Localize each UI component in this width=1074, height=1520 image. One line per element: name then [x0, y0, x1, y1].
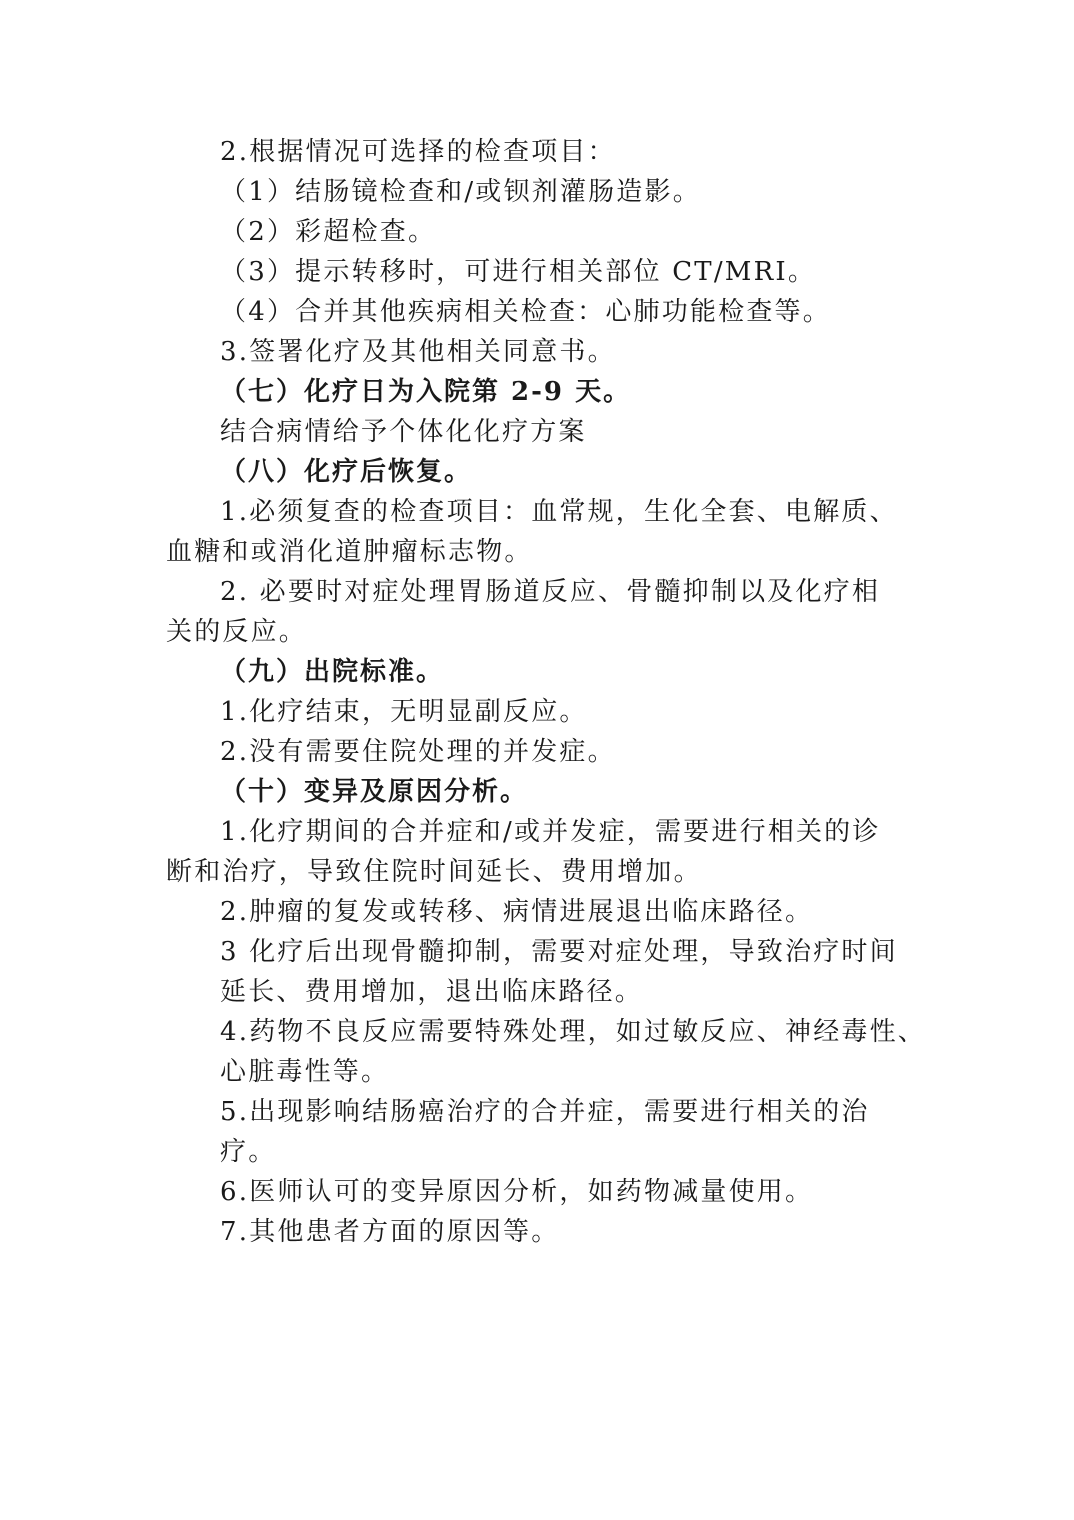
section-7-body: 结合病情给予个体化化疗方案 — [220, 417, 587, 447]
section-10-item-6: 6.医师认可的变异原因分析，如药物减量使用。 — [220, 1177, 814, 1207]
section-10-item-1-line-2: 断和治疗，导致住院时间延长、费用增加。 — [166, 857, 702, 887]
section-9-item-1: 1.化疗结束，无明显副反应。 — [220, 697, 588, 727]
section-8-item-2-line-1: 2. 必要时对症处理胃肠道反应、骨髓抑制以及化疗相 — [220, 577, 881, 607]
section-10-heading: （十）变异及原因分析。 — [220, 777, 529, 807]
section-8-item-2-line-2: 关的反应。 — [166, 617, 308, 647]
section-10-item-3-line-2: 延长、费用增加，退出临床路径。 — [220, 977, 644, 1007]
section-8-heading: （八）化疗后恢复。 — [220, 457, 473, 487]
consent-item: 3.签署化疗及其他相关同意书。 — [220, 337, 616, 367]
exam-item-4: （4）合并其他疾病相关检查：心肺功能检查等。 — [220, 297, 831, 327]
section-10-item-1-line-1: 1.化疗期间的合并症和/或并发症，需要进行相关的诊 — [220, 817, 881, 847]
section-9-heading: （九）出院标准。 — [220, 657, 445, 687]
section-10-item-7: 7.其他患者方面的原因等。 — [220, 1217, 560, 1247]
exam-items-heading: 2.根据情况可选择的检查项目： — [220, 137, 616, 167]
exam-item-2: （2）彩超检查。 — [220, 217, 437, 247]
section-8-item-1-line-2: 血糖和或消化道肿瘤标志物。 — [166, 537, 533, 567]
section-9-item-2: 2.没有需要住院处理的并发症。 — [220, 737, 616, 767]
exam-item-3: （3）提示转移时，可进行相关部位 CT/MRI。 — [220, 257, 817, 287]
section-10-item-4-line-1: 4.药物不良反应需要特殊处理，如过敏反应、神经毒性、 — [220, 1017, 927, 1047]
section-7-heading: （七）化疗日为入院第 2-9 天。 — [220, 377, 632, 407]
section-10-item-5-line-2: 疗。 — [220, 1137, 277, 1167]
exam-item-1: （1）结肠镜检查和/或钡剂灌肠造影。 — [220, 177, 701, 207]
section-8-item-1-line-1: 1.必须复查的检查项目：血常规，生化全套、电解质、 — [220, 497, 898, 527]
section-10-item-3-line-1: 3 化疗后出现骨髓抑制，需要对症处理，导致治疗时间 — [220, 937, 898, 967]
section-10-item-4-line-2: 心脏毒性等。 — [220, 1057, 390, 1087]
section-10-item-5-line-1: 5.出现影响结肠癌治疗的合并症，需要进行相关的治 — [220, 1097, 870, 1127]
section-10-item-2: 2.肿瘤的复发或转移、病情进展退出临床路径。 — [220, 897, 814, 927]
